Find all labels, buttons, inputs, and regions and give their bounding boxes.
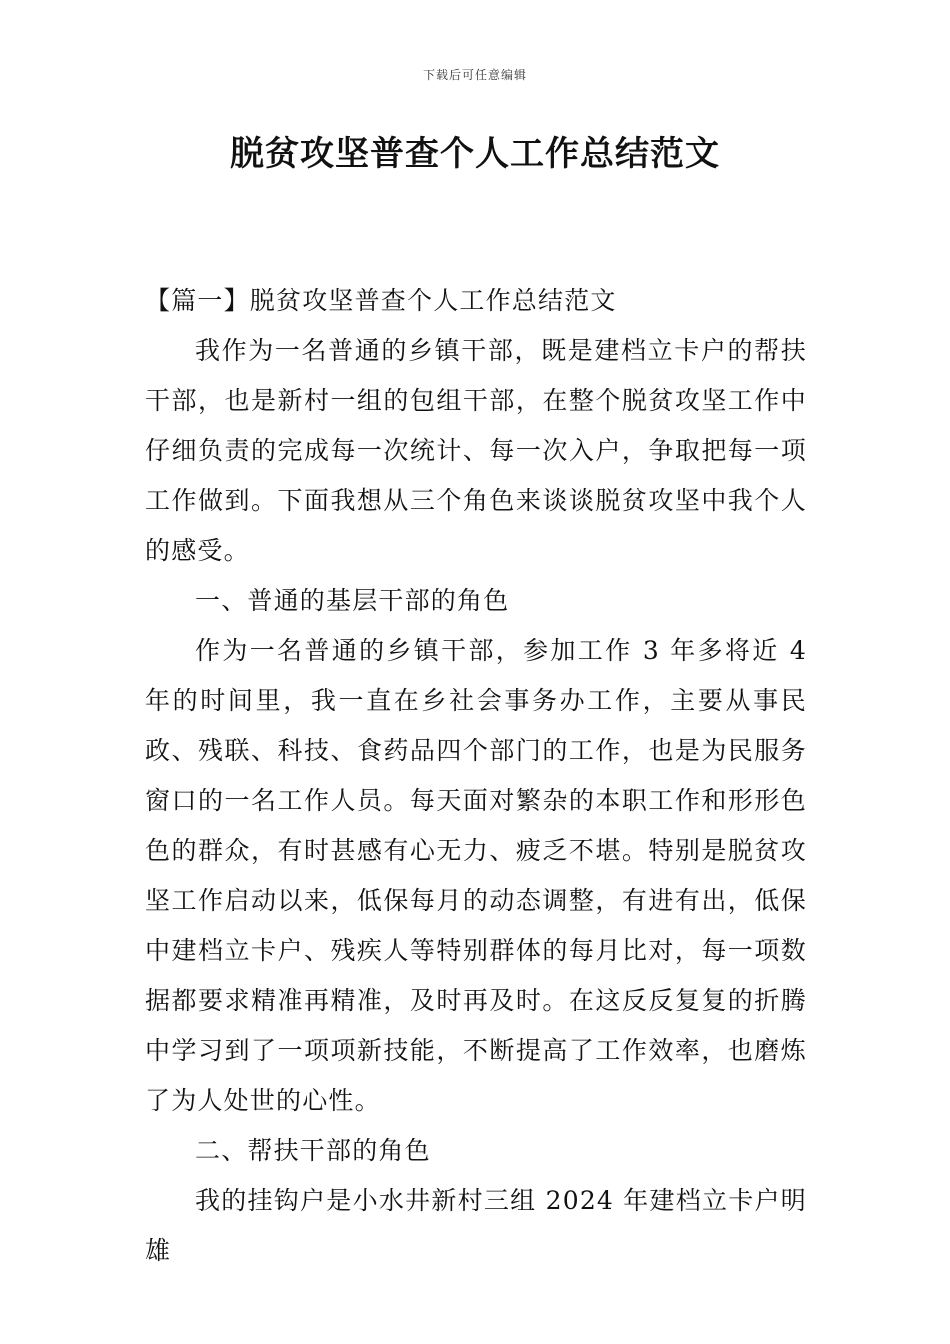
subheading-helper-role: 二、帮扶干部的角色 (195, 1136, 431, 1165)
header-note: 下载后可任意编辑 (422, 68, 527, 82)
paragraph-helper-role: 我的挂钩户是小水井新村三组 2024 年建档立卡户明雄 (145, 1186, 807, 1265)
paragraph-intro: 我作为一名普通的乡镇干部，既是建档立卡户的帮扶干部，也是新村一组的包组干部，在整个脱贫攻坚工作中仔细负责的完成每一次统计、每一次入户，争取把每一项工作做到。下面我想从三个角色来谈谈脱贫攻坚中我个人的感受。 (145, 336, 807, 565)
section-heading: 【篇一】脱贫攻坚普查个人工作总结范文 (145, 286, 617, 315)
subheading-grassroots-role: 一、普通的基层干部的角色 (195, 586, 510, 615)
paragraph-grassroots-role: 作为一名普通的乡镇干部，参加工作 3 年多将近 4 年的时间里，我一直在乡社会事务办工作，主要从事民政、残联、科技、食药品四个部门的工作，也是为民服务窗口的一名工作人员。每天面对繁杂的本职工作和形形色色的群众，有时甚感有心无力、疲乏不堪。特别是脱贫攻坚工作启动以来，低保每月的动态调整，有进有出，低保中建档立卡户、残疾人等特别群体的每月比对，每一项数据都要求精准再精准，及时再及时。在这反反复复的折腾中学习到了一项项新技能，不断提高了工作效率，也磨炼了为人处世的心性。 (145, 636, 807, 1115)
document-body (145, 276, 807, 1276)
document-title: 脱贫攻坚普查个人工作总结范文 (230, 134, 720, 174)
